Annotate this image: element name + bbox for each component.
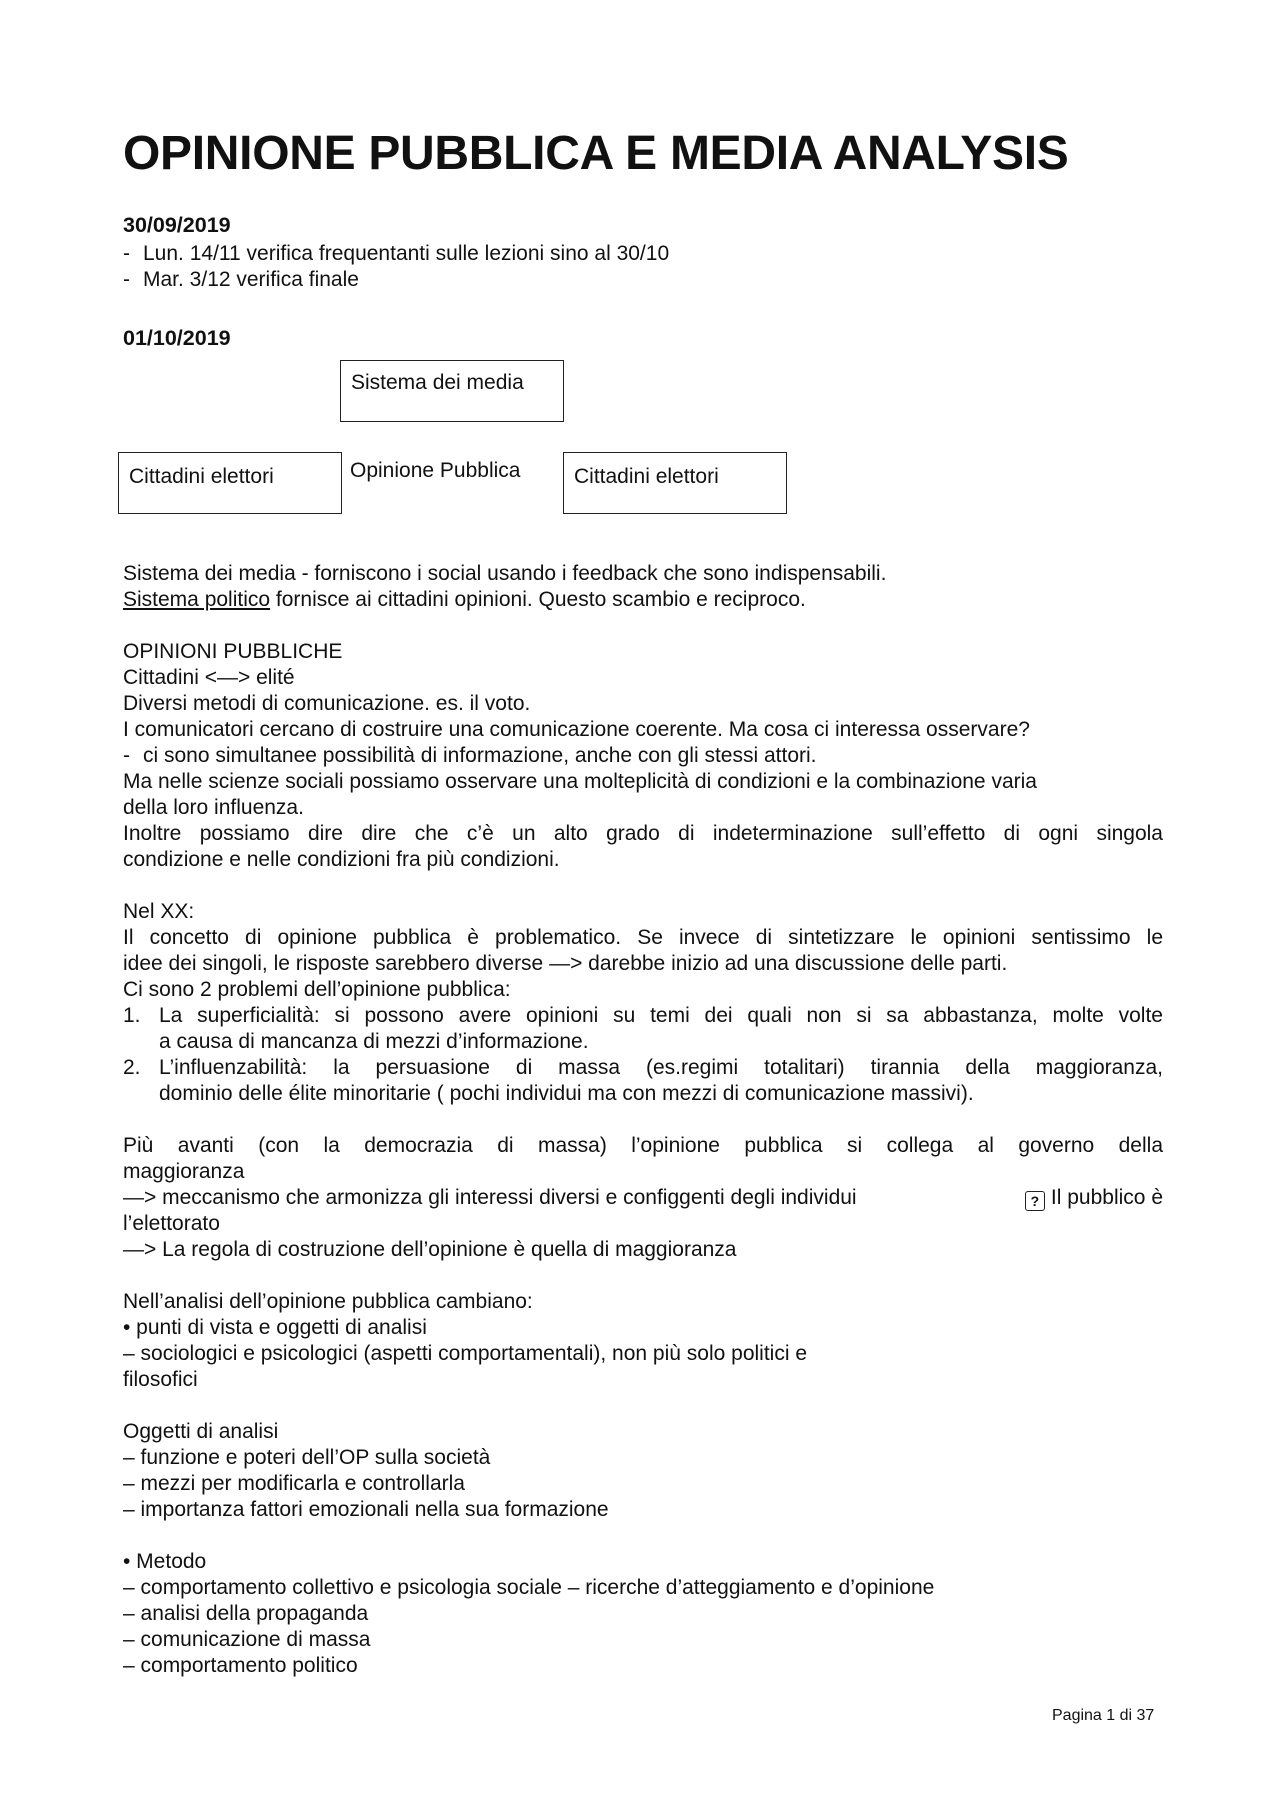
- paragraph-line: a causa di mancanza di mezzi d’informazione.: [159, 1030, 589, 1053]
- diagram-box-right: Cittadini elettori: [563, 452, 787, 514]
- paragraph-line: Nel XX:: [123, 900, 195, 923]
- list-item: • punti di vista e oggetti di analisi: [123, 1316, 427, 1339]
- numbered-item: 2. L’influenzabilità: la persuasione di massa (es.regimi totalitari) tirannia della maggioranza,: [123, 1056, 1163, 1079]
- numbered-item: 1. La superficialità: si possono avere opinioni su temi dei quali non si sa abbastanza, molte volte: [123, 1004, 1163, 1027]
- page-title: OPINIONE PUBBLICA E MEDIA ANALYSIS: [123, 127, 1069, 180]
- list-item: - Mar. 3/12 verifica finale: [123, 268, 359, 291]
- diagram-center-label: Opinione Pubblica: [350, 459, 521, 482]
- paragraph-line: Sistema politico fornisce ai cittadini opinioni. Questo scambio e reciproco.: [123, 588, 806, 611]
- list-item: – importanza fattori emozionali nella sua formazione: [123, 1498, 609, 1521]
- paragraph-line: maggioranza: [123, 1160, 245, 1183]
- paragraph-line: l’elettorato: [123, 1212, 220, 1235]
- paragraph-line: Ci sono 2 problemi dell’opinione pubblica:: [123, 978, 511, 1001]
- paragraph-line: Più avanti (con la democrazia di massa) l’opinione pubblica si collega al governo della: [123, 1134, 1163, 1157]
- list-item: – comunicazione di massa: [123, 1628, 371, 1651]
- page-number: Pagina 1 di 37: [1052, 1707, 1155, 1724]
- paragraph-line: condizione e nelle condizioni fra più condizioni.: [123, 848, 560, 871]
- list-item: – funzione e poteri dell’OP sulla società: [123, 1446, 491, 1469]
- section-heading: OPINIONI PUBBLICHE: [123, 640, 343, 663]
- list-item: – mezzi per modificarla e controllarla: [123, 1472, 465, 1495]
- paragraph-line: —> La regola di costruzione dell’opinione è quella di maggioranza: [123, 1238, 737, 1261]
- paragraph-line: Il concetto di opinione pubblica è problematico. Se invece di sintetizzare le opinioni sentissimo le: [123, 926, 1163, 949]
- list-item: - ci sono simultanee possibilità di informazione, anche con gli stessi attori.: [123, 744, 817, 767]
- list-item: – sociologici e psicologici (aspetti comportamentali), non più solo politici e: [123, 1342, 808, 1365]
- paragraph-line: Inoltre possiamo dire dire che c’è un alto grado di indeterminazione sull’effetto di ogni singola: [123, 822, 1163, 845]
- list-item: • Metodo: [123, 1550, 207, 1573]
- date-heading-2: 01/10/2019: [123, 326, 231, 350]
- paragraph-line: filosofici: [123, 1368, 198, 1391]
- paragraph-line: della loro influenza.: [123, 796, 304, 819]
- diagram-box-top: Sistema dei media: [340, 360, 564, 422]
- list-item: - Lun. 14/11 verifica frequentanti sulle lezioni sino al 30/10: [123, 242, 670, 265]
- paragraph-line: I comunicatori cercano di costruire una comunicazione coerente. Ma cosa ci interessa osservare?: [123, 718, 1030, 741]
- paragraph-line: —> meccanismo che armonizza gli interessi diversi e configgenti degli individui ? Il pubblico è: [123, 1186, 1163, 1209]
- diagram-box-left: Cittadini elettori: [118, 452, 342, 514]
- list-item: – analisi della propaganda: [123, 1602, 369, 1625]
- paragraph-line: Ma nelle scienze sociali possiamo osservare una molteplicità di condizioni e la combinazione varia: [123, 770, 1037, 793]
- question-mark-icon: ?: [1025, 1191, 1045, 1211]
- paragraph-line: dominio delle élite minoritarie ( pochi individui ma con mezzi di comunicazione massivi).: [159, 1082, 974, 1105]
- paragraph-line: Cittadini <—> elité: [123, 666, 295, 689]
- paragraph-line: Diversi metodi di comunicazione. es. il voto.: [123, 692, 531, 715]
- date-heading-1: 30/09/2019: [123, 213, 231, 237]
- list-item: – comportamento collettivo e psicologia sociale – ricerche d’atteggiamento e d’opinione: [123, 1576, 935, 1599]
- paragraph-line: Sistema dei media - forniscono i social usando i feedback che sono indispensabili.: [123, 562, 887, 585]
- list-item: – comportamento politico: [123, 1654, 358, 1677]
- paragraph-line: Oggetti di analisi: [123, 1420, 279, 1443]
- paragraph-line: Nell’analisi dell’opinione pubblica cambiano:: [123, 1290, 533, 1313]
- paragraph-line: idee dei singoli, le risposte sarebbero diverse —> darebbe inizio ad una discussione delle parti.: [123, 952, 1008, 975]
